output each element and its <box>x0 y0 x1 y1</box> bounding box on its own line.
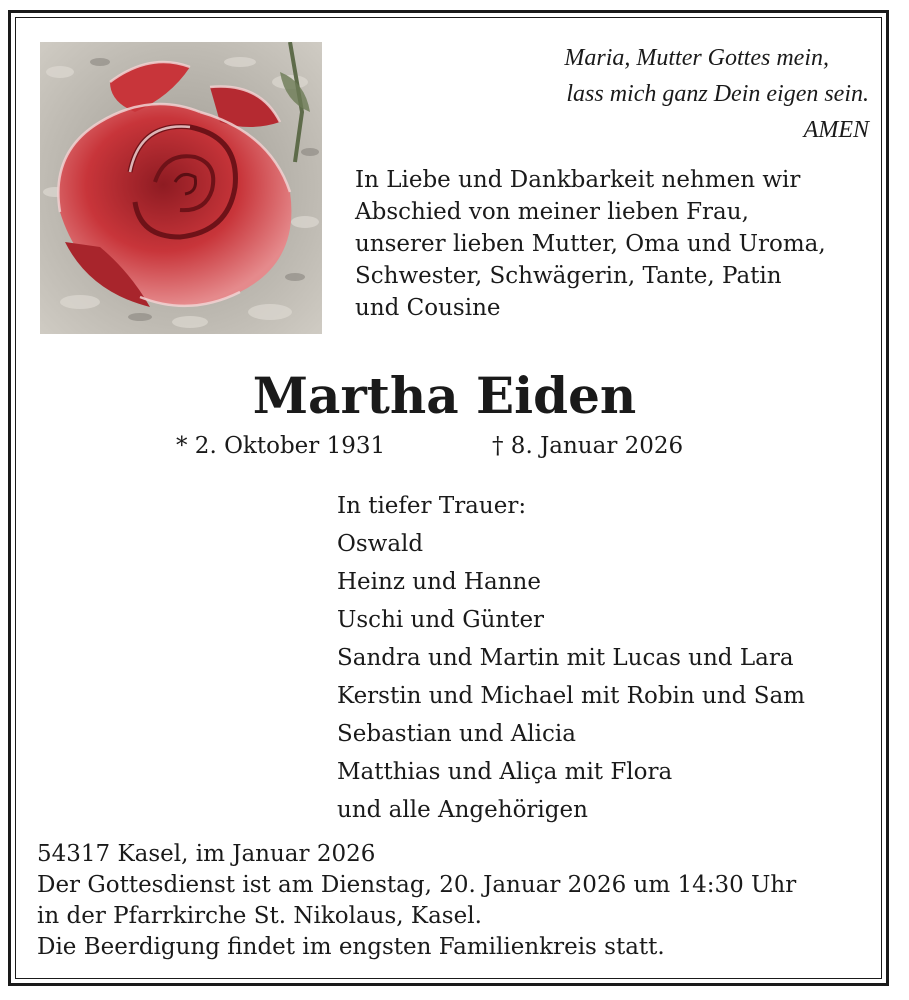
mourner-entry: Heinz und Hanne <box>337 569 541 595</box>
mourner-entry: Matthias und Aliça mit Flora <box>337 759 673 785</box>
mourner-entry: Kerstin und Michael mit Robin und Sam <box>337 683 805 709</box>
intro-line: In Liebe und Dankbarkeit nehmen wir <box>355 167 801 193</box>
rose-photo <box>40 42 322 334</box>
mourner-entry: Sandra und Martin mit Lucas und Lara <box>337 645 794 671</box>
burial-info: Die Beerdigung findet im engsten Familienkreis statt. <box>37 934 665 960</box>
deceased-name: Martha Eiden <box>252 366 637 425</box>
intro-line: Abschied von meiner lieben Frau, <box>355 199 749 225</box>
service-info-line-1: Der Gottesdienst ist am Dienstag, 20. Januar 2026 um 14:30 Uhr <box>37 872 797 898</box>
intro-line: unserer lieben Mutter, Oma und Uroma, <box>355 231 826 257</box>
intro-line: und Cousine <box>355 295 501 321</box>
prayer-amen: AMEN <box>803 117 869 143</box>
prayer-verse <box>449 40 869 148</box>
service-info-line-2: in der Pfarrkirche St. Nikolaus, Kasel. <box>37 903 482 929</box>
place-date: 54317 Kasel, im Januar 2026 <box>37 841 376 867</box>
prayer-line-1: Maria, Mutter Gottes mein, <box>564 45 829 71</box>
mourners-list <box>337 487 877 829</box>
death-date: † 8. Januar 2026 <box>492 433 684 459</box>
footer-info <box>37 839 877 963</box>
birth-date: * 2. Oktober 1931 <box>176 433 386 459</box>
intro-line: Schwester, Schwägerin, Tante, Patin <box>355 263 782 289</box>
mourner-entry: Oswald <box>337 531 424 557</box>
intro-text <box>355 164 875 324</box>
mourner-entry: und alle Angehörigen <box>337 797 588 823</box>
mourner-entry: Sebastian und Alicia <box>337 721 576 747</box>
frosted-red-rose-icon <box>40 42 322 334</box>
mourner-entry: Uschi und Günter <box>337 607 545 633</box>
mourners-heading: In tiefer Trauer: <box>337 493 527 519</box>
prayer-line-2: lass mich ganz Dein eigen sein. <box>566 81 869 107</box>
